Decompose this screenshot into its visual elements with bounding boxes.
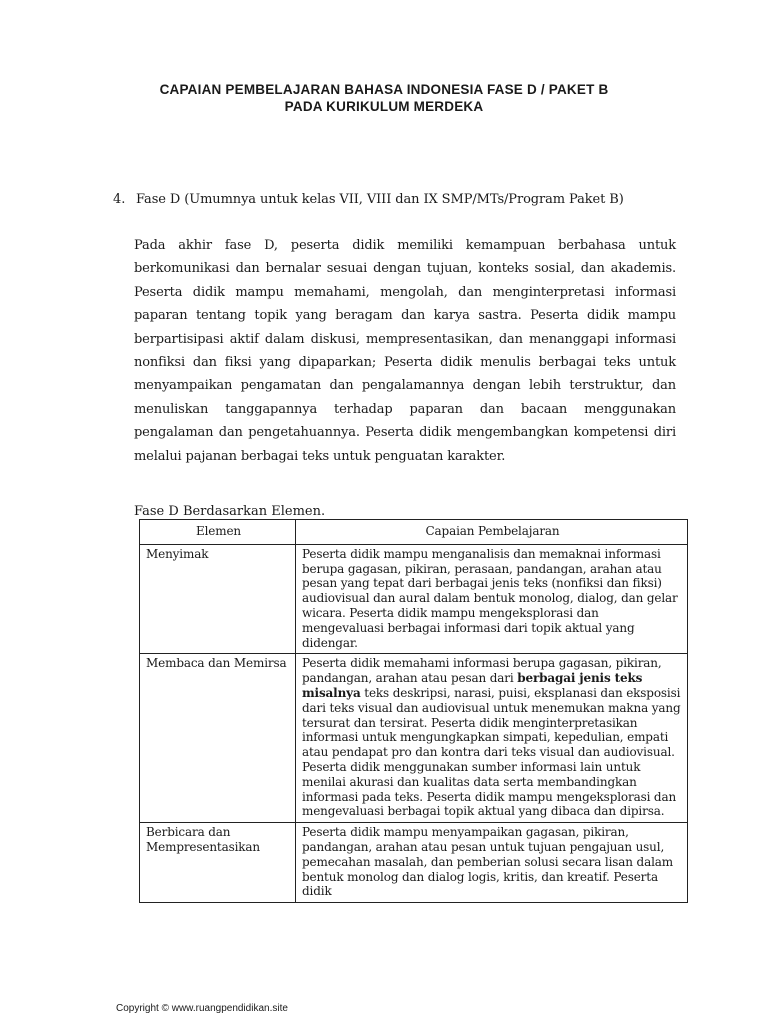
section-number: 4. [113, 192, 126, 207]
table-header-row [140, 520, 688, 545]
element-cell: Membaca dan Memirsa [140, 654, 296, 823]
capaian-text: Peserta didik memahami informasi berupa gagasan, pikiran, pandangan, arahan atau pesan dari [302, 656, 662, 686]
document-title-line-2: PADA KURIKULUM MERDEKA [284, 99, 484, 114]
capaian-text: Peserta didik mampu menganalisis dan memaknai informasi berupa gagasan, pikiran, perasaan, pandangan, arahan atau pesan yang tepat dari berbagai jenis teks (nonfiksi dan fiksi) audiovisual dan aural dalam bentuk monolog, dialog, dan gelar wicara. Peserta didik mampu mengeksplorasi dan mengevaluasi berbagai informasi dari topik aktual yang didengar. [302, 546, 678, 650]
capaian-cell [296, 823, 688, 903]
table-row [140, 823, 688, 903]
element-cell: Berbicara dan Mempresentasikan [140, 823, 296, 903]
capaian-bold-text: berbagai jenis teks misalnya [302, 671, 643, 700]
table-caption: Fase D Berdasarkan Elemen. [134, 504, 326, 519]
elements-table [139, 519, 688, 903]
section-heading: Fase D (Umumnya untuk kelas VII, VIII dan IX SMP/MTs/Program Paket B) [136, 192, 624, 207]
table-row [140, 654, 688, 823]
copyright-footer: Copyright © www.ruangpendidikan.site [116, 1003, 288, 1014]
element-cell: Menyimak [140, 544, 296, 654]
capaian-text: Peserta didik mampu menyampaikan gagasan, pikiran, pandangan, arahan atau pesan untuk tujuan pengajuan usul, pemecahan masalah, dan pemberian solusi secara lisan dalam bentuk monolog dan dialog logis, kritis, dan kreatif. Peserta didik [302, 825, 673, 899]
capaian-text-cont: teks deskripsi, narasi, puisi, eksplanasi dan eksposisi dari teks visual dan audiovisual untuk menemukan makna yang tersurat dan tersirat. Peserta didik menginterpretasikan informasi untuk mengungkapkan simpati, kepedulian, empati atau pendapat pro dan kontra dari teks visual dan audiovisual. Peserta didik menggunakan sumber informasi lain untuk menilai akurasi dan kualitas data serta membandingkan informasi pada teks. Peserta didik mampu mengeksplorasi dan mengevaluasi berbagai topik aktual yang dibaca dan dipirsa. [302, 685, 681, 819]
capaian-cell [296, 544, 688, 654]
header-capaian: Capaian Pembelajaran [296, 520, 688, 545]
document-title-line-1: CAPAIAN PEMBELAJARAN BAHASA INDONESIA FASE D / PAKET B [159, 82, 609, 97]
section-paragraph: Pada akhir fase D, peserta didik memiliki kemampuan berbahasa untuk berkomunikasi dan bernalar sesuai dengan tujuan, konteks sosial, dan akademis. Peserta didik mampu memahami, mengolah, dan menginterpretasi informasi paparan tentang topik yang beragam dan karya sastra. Peserta didik mampu berpartisipasi aktif dalam diskusi, mempresentasikan, dan menanggapi informasi nonfiksi dan fiksi yang dipaparkan; Peserta didik menulis berbagai teks untuk menyampaikan pengamatan dan pengalamannya dengan lebih terstruktur, dan menuliskan tanggapannya terhadap paparan dan bacaan menggunakan pengalaman dan pengetahuannya. Peserta didik mengembangkan kompetensi diri melalui pajanan berbagai teks untuk penguatan karakter. [134, 238, 676, 464]
capaian-cell [296, 654, 688, 823]
table-row [140, 544, 688, 654]
header-elemen: Elemen [140, 520, 296, 545]
